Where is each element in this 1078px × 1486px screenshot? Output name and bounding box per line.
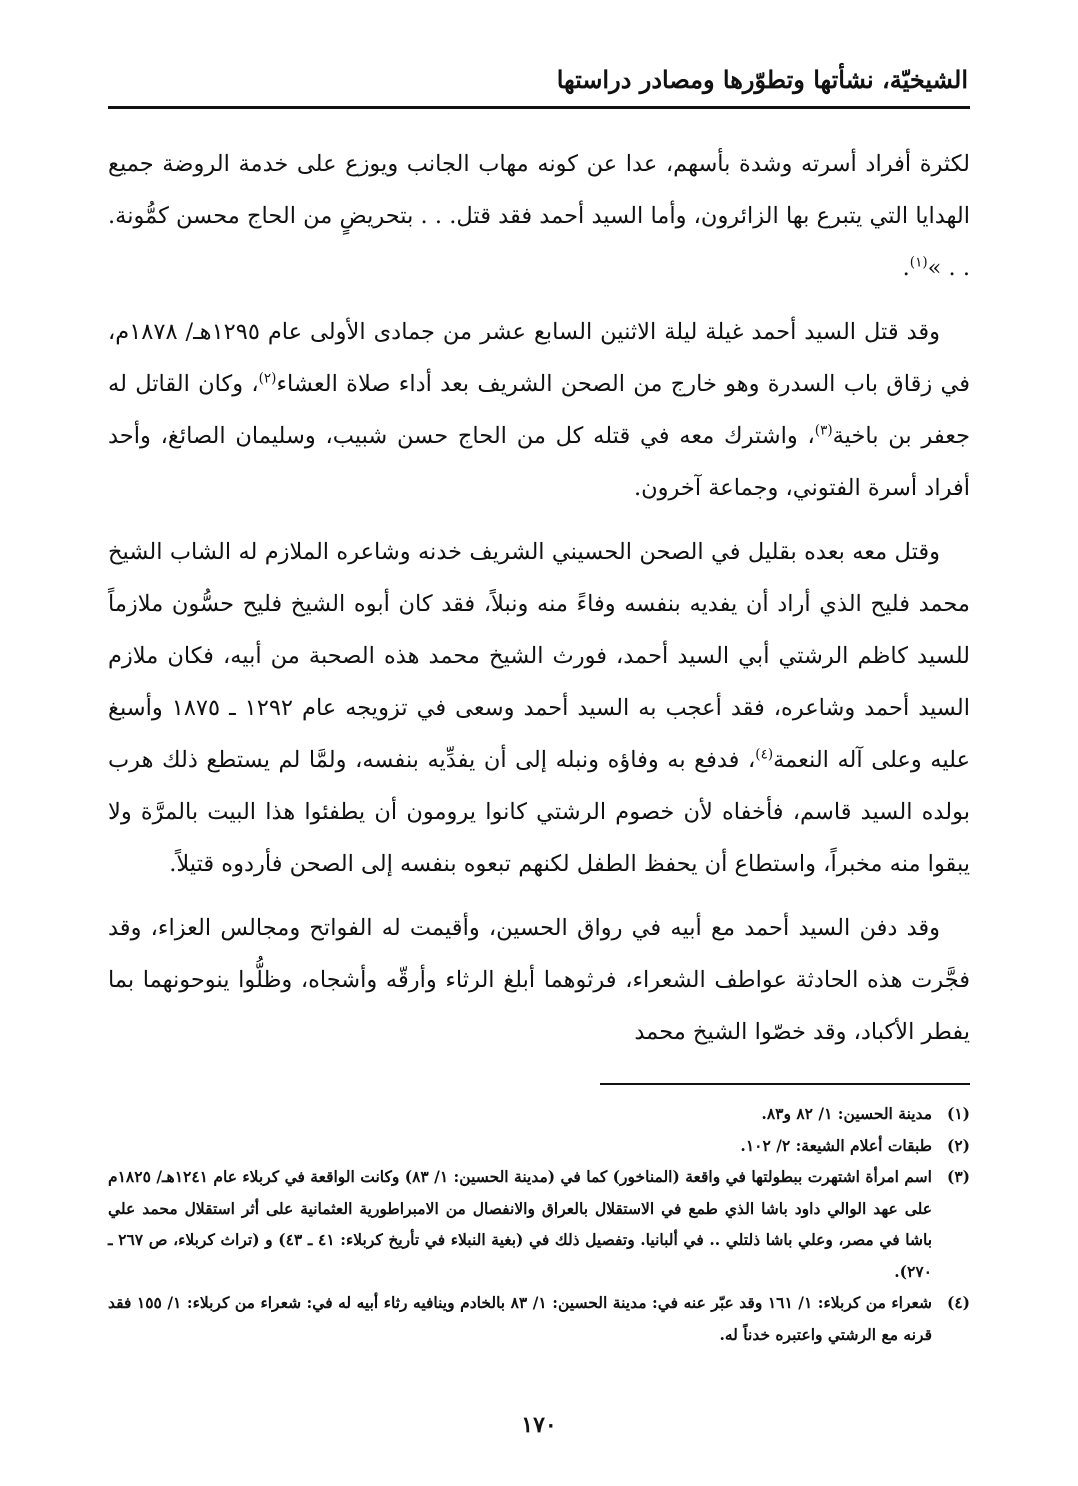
footnote-rule	[600, 1083, 970, 1085]
header-rule	[108, 106, 970, 109]
footnote-number: (١)	[946, 1104, 970, 1123]
paragraph-2	[108, 306, 970, 514]
footnote-ref-4: (٤)	[755, 746, 774, 763]
paragraph-4: وقد دفن السيد أحمد مع أبيه في رواق الحسين، وأقيمت له الفواتح ومجالس العزاء، وقد فجَّرت هذه الحادثة عواطف الشعراء، فرثوهما أبلغ الرثاء وأرقّه وأشجاه، وظلُّوا ينوحونهما بما يفطر الأكباد، وقد خصّوا الشيخ محمد	[108, 915, 970, 1045]
paragraph-2-text-b: ، وكان القاتل له جعفر بن باخية	[108, 371, 970, 449]
footnote-1	[108, 1098, 970, 1130]
footnote-ref-3: (٣)	[814, 422, 833, 439]
paragraph-1-text: لكثرة أفراد أسرته وشدة بأسهم، عدا عن كونه مهاب الجانب ويوزع على خدمة الروضة جميع الهدايا التي يتبرع بها الزائرون، وأما السيد أحمد فقد قتل. . . بتحريضٍ من الحاج محسن كمُّونة. . . »	[108, 151, 970, 281]
footnote-number: (٣)	[946, 1167, 970, 1186]
paragraph-2-text-c: ، واشترك معه في قتله كل من الحاج حسن شبيب، وسليمان الصائغ، وأحد أفراد أسرة الفتوني، وجماعة آخرون.	[108, 423, 970, 501]
footnotes	[108, 1098, 970, 1350]
paragraph-2-text-a: وقد قتل السيد أحمد غيلة ليلة الاثنين السابع عشر من جمادى الأولى عام ١٢٩٥هـ/ ١٨٧٨م، في زقاق باب السدرة وهو خارج من الصحن الشريف بعد أداء صلاة العشاء	[108, 319, 970, 397]
paragraph-3	[108, 526, 970, 890]
footnote-ref-1: (١)	[909, 254, 928, 271]
paragraph-1	[108, 138, 970, 294]
paragraph-3-text-a: وقتل معه بعده بقليل في الصحن الحسيني الشريف خدنه وشاعره الملازم له الشاب الشيخ محمد فليح الذي أراد أن يفديه بنفسه وفاءً منه ونبلاً، فقد كان أبوه الشيخ فليح حسُّون ملازماً للسيد كاظم الرشتي أبي السيد أحمد، فورث الشيخ محمد هذه الصحبة من أبيه، فكان ملازم السيد أحمد وشاعره، فقد أعجب به السيد أحمد وسعى في تزويجه عام ١٢٩٢ ـ ١٨٧٥ وأسبغ عليه وعلى آله النعمة	[108, 539, 971, 773]
main-text	[108, 138, 970, 1070]
footnote-text: مدينة الحسين: ١/ ٨٢ و٨٣.	[761, 1104, 932, 1123]
footnote-3	[108, 1161, 970, 1287]
footnote-text: طبقات أعلام الشيعة: ٢/ ١٠٢.	[740, 1135, 932, 1155]
footnote-number: (٤)	[946, 1293, 970, 1312]
footnote-4	[108, 1287, 970, 1350]
paragraph-3-text-b: ، فدفع به وفاؤه ونبله إلى أن يفدِّيه بنفسه، ولمَّا لم يستطع ذلك هرب بولده السيد قاسم، فأخفاه لأن خصوم الرشتي كانوا يرومون أن يطفئوا هذا البيت بالمرَّة ولا يبقوا منه مخبراً، واستطاع أن يحفظ الطفل لكنهم تبعوه بنفسه إلى الصحن فأردوه قتيلاً.	[108, 747, 970, 877]
paragraph-1-end: .	[902, 255, 910, 281]
footnote-text: اسم امرأة اشتهرت ببطولتها في واقعة (المناخور) كما في (مدينة الحسين: ١/ ٨٣) وكانت الواقعة في كربلاء عام ١٢٤١هـ/ ١٨٢٥م على عهد الوالي داود باشا الذي طمع في الاستقلال بالعراق والانفصال من الامبراطورية العثمانية على أثر استقلال محمد علي باشا في مصر، وعلي باشا ذلتلي .. في ألبانيا. وتفصيل ذلك في (بغية النبلاء في تأريخ كربلاء: ٤١ ـ ٤٣) و (تراث كربلاء، ص ٢٦٧ ـ ٢٧٠).	[108, 1167, 933, 1281]
running-title: الشيخيّة، نشأتها وتطوّرها ومصادر دراستها	[556, 65, 968, 94]
footnote-number: (٢)	[946, 1135, 970, 1155]
page-number: ١٧٠	[521, 1412, 557, 1438]
footnote-text: شعراء من كربلاء: ١/ ١٦١ وقد عبّر عنه في: مدينة الحسين: ١/ ٨٣ بالخادم وينافيه رثاء أبيه له في: شعراء من كربلاء: ١/ ١٥٥ فقد قرنه مع الرشتي واعتبره خدناً له.	[108, 1293, 932, 1344]
footnote-ref-2: (٢)	[258, 370, 277, 387]
footnote-2	[108, 1130, 970, 1162]
